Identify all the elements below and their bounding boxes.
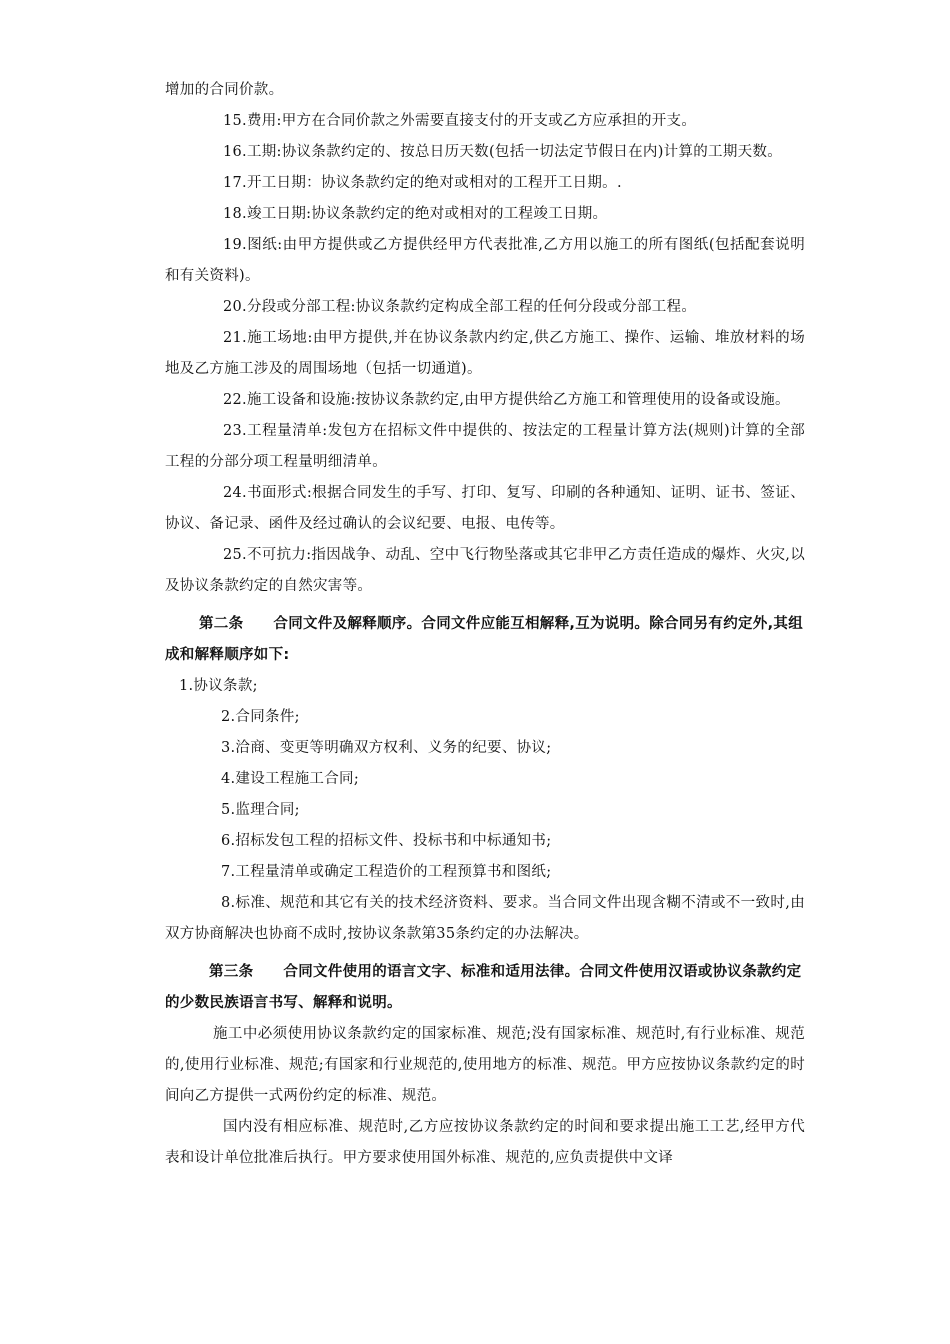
article-2-item-2: 2.合同条件; [221,709,300,725]
article-2-item-5: 5.监理合同; [221,802,300,818]
article-3-paragraph-standards: 施工中必须使用协议条款约定的国家标准、规范;没有国家标准、规范时,有行业标准、规范的,使用行业标准、规范;有国家和行业规范的,使用地方的标准、规范。甲方应按协议条款约定的时间向乙方提供一式两份约定的标准、规范。 [165,1026,805,1104]
definition-18-completion-date: 18.竣工日期:协议条款约定的绝对或相对的工程竣工日期。 [223,206,608,222]
document-body [165,75,805,1174]
definition-16-duration: 16.工期:协议条款约定的、按总日历天数(包括一切法定节假日在内)计算的工期天数。 [223,144,783,160]
article-3-title: 合同文件使用的语言文字、标准和适用法律。合同文件使用汉语或协议条款约定的少数民族语言书写、解释和说明。 [165,964,802,1011]
article-2-number: 第二条 [199,616,244,632]
definition-17-start-date: 17.开工日期：协议条款约定的绝对或相对的工程开工日期。. [223,175,622,191]
definition-19-drawings: 19.图纸:由甲方提供或乙方提供经甲方代表批准,乙方用以施工的所有图纸(包括配套说明和有关资料)。 [165,237,805,284]
definition-24-written-form: 24.书面形式:根据合同发生的手写、打印、复写、印刷的各种通知、证明、证书、签证、协议、备记录、函件及经过确认的会议纪要、电报、电传等。 [165,485,805,532]
article-2-item-1: 1.协议条款; [179,678,258,694]
definition-21-site: 21.施工场地:由甲方提供,并在协议条款内约定,供乙方施工、操作、运输、堆放材料的场地及乙方施工涉及的周围场地（包括一切通道)。 [165,330,805,377]
definition-22-equipment: 22.施工设备和设施:按协议条款约定,由甲方提供给乙方施工和管理使用的设备或设施。 [223,392,790,408]
article-2-item-8: 8.标准、规范和其它有关的技术经济资料、要求。当合同文件出现含糊不清或不一致时,由双方协商解决也协商不成时,按协议条款第35条约定的办法解决。 [165,895,805,942]
article-2-item-4: 4.建设工程施工合同; [221,771,360,787]
article-3-paragraph-foreign-standards: 国内没有相应标准、规范时,乙方应按协议条款约定的时间和要求提出施工工艺,经甲方代表和设计单位批准后执行。甲方要求使用国外标准、规范的,应负责提供中文译 [165,1119,805,1166]
paragraph-continuation: 增加的合同价款。 [165,82,284,98]
article-2-item-6: 6.招标发包工程的招标文件、投标书和中标通知书; [221,833,552,849]
article-2-heading [165,609,805,671]
definition-15-expenses: 15.费用:甲方在合同价款之外需要直接支付的开支或乙方应承担的开支。 [223,113,697,129]
article-2-title: 合同文件及解释顺序。合同文件应能互相解释,互为说明。除合同另有约定外,其组成和解释顺序如下: [165,616,804,663]
article-3-number: 第三条 [209,964,254,980]
article-2-item-3: 3.洽商、变更等明确双方权利、义务的纪要、协议; [221,740,552,756]
definition-20-sections: 20.分段或分部工程:协议条款约定构成全部工程的任何分段或分部工程。 [223,299,697,315]
definition-25-force-majeure: 25.不可抗力:指因战争、动乱、空中飞行物坠落或其它非甲乙方责任造成的爆炸、火灾,以及协议条款约定的自然灾害等。 [165,547,805,594]
definition-23-bill-of-quantities: 23.工程量清单:发包方在招标文件中提供的、按法定的工程量计算方法(规则)计算的全部工程的分部分项工程量明细清单。 [165,423,805,470]
article-2-item-7: 7.工程量清单或确定工程造价的工程预算书和图纸; [221,864,552,880]
article-3-heading [165,957,805,1019]
